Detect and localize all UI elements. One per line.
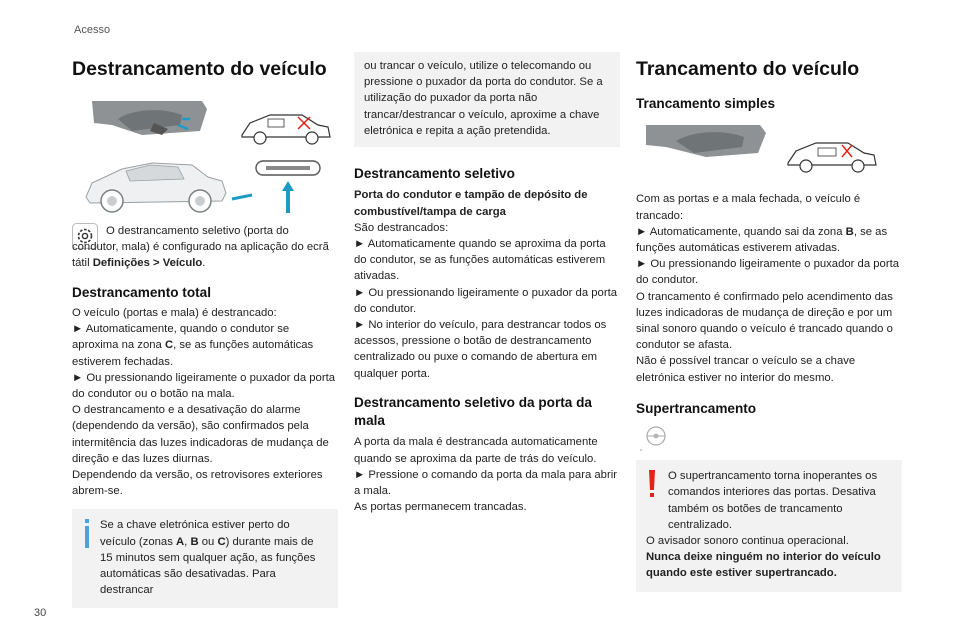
total-p4: O destrancamento e a desativação do alarme (dependendo da versão), são confirmados pela intermitência das luzes indicadoras de mudança de direção e das luzes diurnas. [72,404,329,465]
boot-p2: ► Pressione o comando da porta da mala para abrir a mala. [354,468,617,498]
boot-p3: As portas permanecem trancadas. [354,501,527,514]
info-box-continued [354,52,620,147]
unlock-illustration [72,95,338,217]
config-tip-text: O destrancamento seletivo (porta do condutor, mala) é configurado na aplicação do ecrã tátil Definições > Veículo. [72,225,329,270]
warning-box [636,460,902,591]
warning-text-1: O supertrancamento torna inoperantes os comandos interiores das portas. Desativa também os botões de trancamento centralizado. [668,470,878,531]
page-title: Destrancamento do veículo [72,58,327,80]
column-2 [354,52,620,516]
boot-unlock-heading: Destrancamento seletivo da porta da mala [354,394,592,429]
deadlocking-heading: Supertrancamento [636,400,757,416]
selective-p4: ► No interior do veículo, para destrancar todos os acessos, pressione o botão de destrancamento centralizado ou puxe o comando de abertura em qualquer porta. [354,318,607,380]
selective-p3: ► Ou pressionando ligeiramente o puxador da porta do condutor. [354,286,618,315]
boot-p1: A porta da mala é destrancada automaticamente quando se aproxima da parte de trás do veículo. [354,436,598,465]
column-3 [636,48,902,592]
warning-icon [646,470,658,500]
selective-p1: São destrancados: [354,221,449,234]
locking-title: Trancamento do veículo [636,58,860,80]
info-icon [82,519,92,549]
lock-p5: Não é possível trancar o veículo se a chave eletrónica estiver no interior do mesmo. [636,355,856,384]
selective-unlock-heading: Destrancamento seletivo [354,166,515,182]
lock-p4: O trancamento é confirmado pelo acendimento das luzes indicadoras de mudança de direção e por um sinal sonoro quando o veículo é trancado quando o condutor se afasta. [636,290,893,352]
lock-p3: ► Ou pressionando ligeiramente o puxador da porta do condutor. [636,258,900,287]
info-box-continued-text: ou trancar o veículo, utilize o telecomando ou pressione o puxador da porta do condutor. Se a utilização do puxador da porta não trancar/destrancar o veículo, aproxime a chave eletrónica e repita a ação pretendida. [364,60,603,137]
column-1 [72,48,338,608]
warning-text-bold: Nunca deixe ninguém no interior do veículo quando este estiver supertrancado. [646,551,881,580]
total-p3: ► Ou pressionando ligeiramente o puxador da porta do condutor ou o botão na mala. [72,371,336,400]
page-number: 30 [34,607,47,619]
hand-handle-car-illustration [636,121,902,179]
total-p5: Dependendo da versão, os retrovisores exteriores abrem-se. [72,468,323,498]
lock-p1: Com as portas e a mala fechada, o veículo é trancado: [636,193,861,222]
info-box [72,509,338,608]
simple-lock-heading: Trancamento simples [636,96,776,111]
steering-wheel-icon [636,426,670,452]
total-p2: ► Automaticamente, quando o condutor se aproxima na zona C, se as funções automáticas estiverem fechadas. [72,323,314,368]
selective-subheading: Porta do condutor e tampão de depósito de combustível/tampa de carga [354,189,588,218]
total-unlock-heading: Destrancamento total [72,284,211,300]
info-text: Se a chave eletrónica estiver perto do veículo (zonas A, B ou C) durante mais de 15 minutos sem qualquer ação, as funções automáticas são desativadas. Para destrancar [100,519,316,597]
lock-illustration [636,121,902,179]
section-label: Acesso [74,24,111,36]
selective-p2: ► Automaticamente quando se aproxima da porta do condutor, se as funções automáticas estiverem ativadas. [354,237,606,283]
lock-p2: ► Automaticamente, quando sai da zona B, se as funções automáticas estiverem ativadas. [636,225,888,254]
warning-text-2: O avisador sonoro continua operacional. [646,534,849,547]
door-handle-car-illustration [72,95,338,217]
total-p1: O veículo (portas e mala) é destrancado: [72,306,277,319]
